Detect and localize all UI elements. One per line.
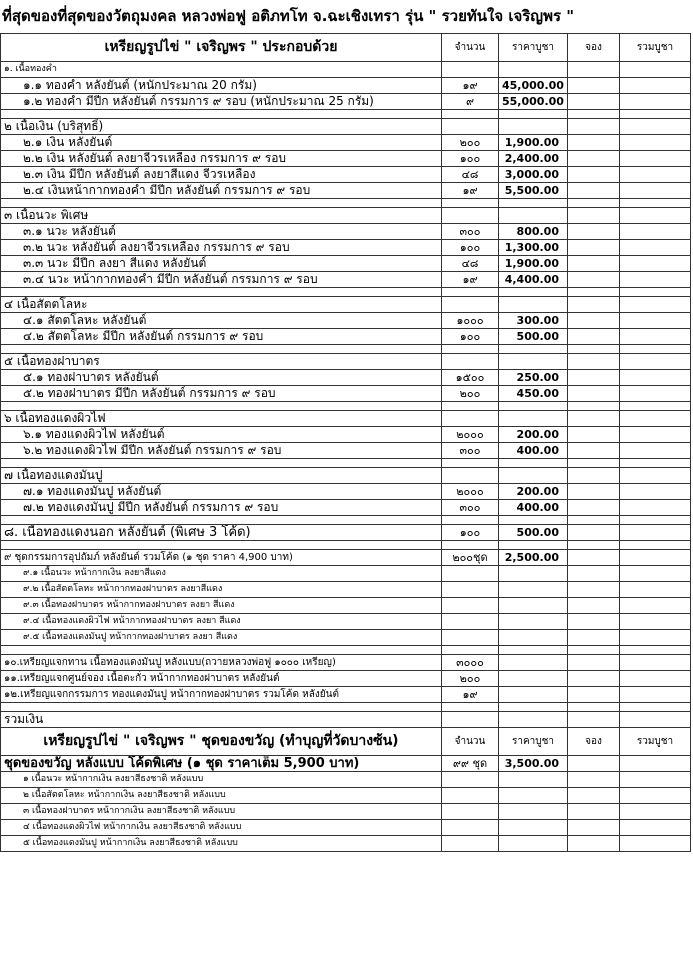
item-price: 800.00 <box>499 224 568 240</box>
item-price: 450.00 <box>499 386 568 402</box>
item-price: 1,900.00 <box>499 135 568 151</box>
item-qty: ๒๐๐๐ <box>442 427 499 443</box>
item-qty: ๙๙ ชุด <box>442 756 499 772</box>
item-price: 300.00 <box>499 313 568 329</box>
sub-item-name: ๙.๔ เนื้อทองแดงผิวไฟ หน้ากากทองฝาบาตร ลงยา สีแดง <box>1 614 442 630</box>
table-row <box>1 443 691 459</box>
item-price: 55,000.00 <box>499 94 568 110</box>
item-name: ๒.๓ เงิน มีปีก หลังยันต์ ลงยาสีแดง จีวรเหลือง <box>1 167 442 183</box>
header-price: ราคาบูชา <box>499 728 568 756</box>
item-qty: ๒๐๐ <box>442 135 499 151</box>
item-price: 200.00 <box>499 427 568 443</box>
item-name: ๑๑.เหรียญแจกศูนย์จอง เนื้อตะกั่ว หน้ากากทองฝาบาตร หลังยันต์ <box>1 671 442 687</box>
sub-item-name: ๓ เนื้อทองฝาบาตร หน้ากากเงิน ลงยาสีธงชาติ หลังแบบ <box>1 804 442 820</box>
item-name: ๗.๒ ทองแดงมันปู มีปีก หลังยันต์ กรรมการ ๙ รอบ <box>1 500 442 516</box>
item-qty: ๓๐๐ <box>442 224 499 240</box>
list-item <box>1 598 691 614</box>
section-row <box>1 62 691 78</box>
list-item <box>1 614 691 630</box>
reserve-cell[interactable] <box>568 329 620 345</box>
list-item <box>1 630 691 646</box>
item-name: ๓.๑ นวะ หลังยันต์ <box>1 224 442 240</box>
item-price: 3,500.00 <box>499 756 568 772</box>
reserve-cell[interactable] <box>568 370 620 386</box>
section-title: ๗ เนื้อทองแดงมันปู <box>1 468 442 484</box>
grand-total-cell[interactable] <box>620 712 691 728</box>
item-price: 2,400.00 <box>499 151 568 167</box>
header-reserve: จอง <box>568 728 620 756</box>
table-row <box>1 329 691 345</box>
item-qty: ๓๐๐๐ <box>442 655 499 671</box>
item-name: ชุดของขวัญ หลังแบบ โค้ดพิเศษ (๑ ชุด ราคาเต็ม 5,900 บาท) <box>1 756 442 772</box>
item-qty: ๒๐๐ชุด <box>442 550 499 566</box>
sub-item-name: ๑ เนื้อนวะ หน้ากากเงิน ลงยาสีธงชาติ หลังแบบ <box>1 772 442 788</box>
sub-item-name: ๒ เนื้อสัตตโลหะ หน้ากากเงิน ลงยาสีธงชาติ หลังแบบ <box>1 788 442 804</box>
table-row <box>1 687 691 703</box>
item-name: ๒.๒ เงิน หลังยันต์ ลงยาจีวรเหลือง กรรมการ ๙ รอบ <box>1 151 442 167</box>
sub-item-name: ๙.๑ เนื้อนวะ หน้ากากเงิน ลงยาสีแดง <box>1 566 442 582</box>
header-total: รวมบูชา <box>620 34 691 62</box>
item-qty: ๑๙ <box>442 272 499 288</box>
reserve-cell[interactable] <box>568 78 620 94</box>
header-qty: จำนวน <box>442 34 499 62</box>
item-price: 2,500.00 <box>499 550 568 566</box>
table-row <box>1 256 691 272</box>
item-name: ๓.๒ นวะ หลังยันต์ ลงยาจีวรเหลือง กรรมการ ๙ รอบ <box>1 240 442 256</box>
table-row <box>1 313 691 329</box>
table-row <box>1 272 691 288</box>
item-name: ๓.๓ นวะ มีปีก ลงยา สีแดง หลังยันต์ <box>1 256 442 272</box>
reserve-cell[interactable] <box>568 256 620 272</box>
table-header <box>1 728 691 756</box>
table-row <box>1 671 691 687</box>
item-qty: ๑๐๐ <box>442 525 499 541</box>
item-qty: ๔๘ <box>442 167 499 183</box>
table-row <box>1 94 691 110</box>
item-qty: ๒๐๐ <box>442 671 499 687</box>
section-row <box>1 119 691 135</box>
list-item <box>1 836 691 852</box>
item-price: 400.00 <box>499 500 568 516</box>
item-qty: ๙ <box>442 94 499 110</box>
item-name: ๖.๑ ทองแดงผิวไฟ หลังยันต์ <box>1 427 442 443</box>
total-row <box>1 712 691 728</box>
reserve-cell[interactable] <box>568 427 620 443</box>
section-title: ๕ เนื้อทองฝาบาตร <box>1 354 442 370</box>
item-price: 45,000.00 <box>499 78 568 94</box>
reserve-cell[interactable] <box>568 240 620 256</box>
item-price: 1,300.00 <box>499 240 568 256</box>
item-price: 1,900.00 <box>499 256 568 272</box>
item-qty: ๒๐๐ <box>442 386 499 402</box>
section-title: ๒ เนื้อเงิน (บริสุทธิ์) <box>1 119 442 135</box>
list-item <box>1 582 691 598</box>
item-qty: ๑๙ <box>442 78 499 94</box>
table-row <box>1 183 691 199</box>
reserve-cell[interactable] <box>568 386 620 402</box>
list-item <box>1 804 691 820</box>
reserve-cell[interactable] <box>568 151 620 167</box>
sub-item-name: ๙.๕ เนื้อทองแดงมันปู หน้ากากทองฝาบาตร ลงยา สีแดง <box>1 630 442 646</box>
item-qty: ๑๙ <box>442 183 499 199</box>
table-row <box>1 386 691 402</box>
table-row <box>1 224 691 240</box>
header-name: เหรียญรูปไข่ " เจริญพร " ชุดของขวัญ (ทำบุญที่วัดบางซ้น) <box>1 728 442 756</box>
reserve-cell[interactable] <box>568 94 620 110</box>
reserve-cell[interactable] <box>568 135 620 151</box>
header-name: เหรียญรูปไข่ " เจริญพร " ประกอบด้วย <box>1 34 442 62</box>
page-title: ที่สุดของที่สุดของวัตถุมงคล หลวงพ่อฟู อติภทโท จ.ฉะเชิงเทรา รุ่น " รวยทันใจ เจริญพร " <box>2 7 575 25</box>
item-price: 5,500.00 <box>499 183 568 199</box>
section-row <box>1 208 691 224</box>
item-name: ๔.๒ สัตตโลหะ มีปีก หลังยันต์ กรรมการ ๙ รอบ <box>1 329 442 345</box>
item-qty: ๓๐๐ <box>442 500 499 516</box>
reserve-cell[interactable] <box>568 183 620 199</box>
item-qty: ๑๕๐๐ <box>442 370 499 386</box>
table-row <box>1 655 691 671</box>
price-table <box>0 33 691 852</box>
item-name: ๔.๑ สัตตโลหะ หลังยันต์ <box>1 313 442 329</box>
item-qty: ๒๐๐๐ <box>442 484 499 500</box>
item-name: ๑๐.เหรียญแจกทาน เนื้อทองแดงมันปู หลังแบบ(ถวายหลวงพ่อฟู ๑๐๐๐ เหรียญ) <box>1 655 442 671</box>
item-price: 250.00 <box>499 370 568 386</box>
table-row <box>1 756 691 772</box>
sub-item-name: ๔ เนื้อทองแดงผิวไฟ หน้ากากเงิน ลงยาสีธงชาติ หลังแบบ <box>1 820 442 836</box>
table-row <box>1 525 691 541</box>
section-title: ๓ เนื้อนวะ พิเศษ <box>1 208 442 224</box>
item-price: 200.00 <box>499 484 568 500</box>
reserve-cell[interactable] <box>568 224 620 240</box>
item-qty: ๑๙ <box>442 687 499 703</box>
table-row <box>1 167 691 183</box>
list-item <box>1 772 691 788</box>
list-item <box>1 566 691 582</box>
section-row <box>1 354 691 370</box>
table-row <box>1 427 691 443</box>
item-name: ๑.๑ ทองคำ หลังยันต์ (หนักประมาณ 20 กรัม) <box>1 78 442 94</box>
header-qty: จำนวน <box>442 728 499 756</box>
item-name: ๘. เนื้อทองแดงนอก หลังยันต์ (พิเศษ 3 โค้ด) <box>1 525 442 541</box>
table-row <box>1 500 691 516</box>
reserve-cell[interactable] <box>568 500 620 516</box>
item-qty: ๑๐๐ <box>442 151 499 167</box>
reserve-cell[interactable] <box>568 484 620 500</box>
table-row <box>1 370 691 386</box>
table-row <box>1 78 691 94</box>
reserve-cell[interactable] <box>568 167 620 183</box>
item-name: ๕.๑ ทองฝาบาตร หลังยันต์ <box>1 370 442 386</box>
reserve-cell[interactable] <box>568 443 620 459</box>
item-name: ๑.๒ ทองคำ มีปีก หลังยันต์ กรรมการ ๙ รอบ (หนักประมาณ 25 กรัม) <box>1 94 442 110</box>
reserve-cell[interactable] <box>568 272 620 288</box>
table-row <box>1 240 691 256</box>
section-title: ๔ เนื้อสัตตโลหะ <box>1 297 442 313</box>
item-qty: ๑๐๐๐ <box>442 313 499 329</box>
item-price: 500.00 <box>499 525 568 541</box>
item-name: ๖.๒ ทองแดงผิวไฟ มีปีก หลังยันต์ กรรมการ ๙ รอบ <box>1 443 442 459</box>
item-name: ๑๒.เหรียญแจกกรรมการ ทองแดงมันปู หน้ากากทองฝาบาตร รวมโค้ด หลังยันต์ <box>1 687 442 703</box>
table-row <box>1 484 691 500</box>
reserve-cell[interactable] <box>568 313 620 329</box>
header-reserve: จอง <box>568 34 620 62</box>
table-row <box>1 135 691 151</box>
item-price: 500.00 <box>499 329 568 345</box>
item-qty: ๓๐๐ <box>442 443 499 459</box>
reserve-cell[interactable] <box>568 756 620 772</box>
list-item <box>1 820 691 836</box>
item-name: ๗.๑ ทองแดงมันปู หลังยันต์ <box>1 484 442 500</box>
header-price: ราคาบูชา <box>499 34 568 62</box>
item-price: 4,400.00 <box>499 272 568 288</box>
section-title: ๑. เนื้อทองคำ <box>1 62 442 78</box>
item-name: ๙ ชุดกรรมการอุปถัมภ์ หลังยันต์ รวมโค้ด (๑ ชุด ราคา 4,900 บาท) <box>1 550 442 566</box>
reserve-cell[interactable] <box>568 550 620 566</box>
header-total: รวมบูชา <box>620 728 691 756</box>
sub-item-name: ๕ เนื้อทองแดงมันปู หน้ากากเงิน ลงยาสีธงชาติ หลังแบบ <box>1 836 442 852</box>
item-name: ๕.๒ ทองฝาบาตร มีปีก หลังยันต์ กรรมการ ๙ รอบ <box>1 386 442 402</box>
item-name: ๒.๑ เงิน หลังยันต์ <box>1 135 442 151</box>
reserve-cell[interactable] <box>568 525 620 541</box>
section-title: ๖ เนื้อทองแดงผิวไฟ <box>1 411 442 427</box>
item-name: ๒.๔ เงินหน้ากากทองคำ มีปีก หลังยันต์ กรรมการ ๙ รอบ <box>1 183 442 199</box>
table-header <box>1 34 691 62</box>
item-qty: ๑๐๐ <box>442 329 499 345</box>
item-price: 400.00 <box>499 443 568 459</box>
sub-item-name: ๙.๒ เนื้อสัตตโลหะ หน้ากากทองฝาบาตร ลงยาสีแดง <box>1 582 442 598</box>
section-row <box>1 468 691 484</box>
section-row <box>1 297 691 313</box>
table-row <box>1 550 691 566</box>
item-qty: ๔๘ <box>442 256 499 272</box>
table-row <box>1 151 691 167</box>
item-name: ๓.๔ นวะ หน้ากากทองคำ มีปีก หลังยันต์ กรรมการ ๙ รอบ <box>1 272 442 288</box>
total-label: รวมเงิน <box>1 712 442 728</box>
item-qty: ๑๐๐ <box>442 240 499 256</box>
sub-item-name: ๙.๓ เนื้อทองฝาบาตร หน้ากากทองฝาบาตร ลงยา สีแดง <box>1 598 442 614</box>
list-item <box>1 788 691 804</box>
item-price: 3,000.00 <box>499 167 568 183</box>
section-row <box>1 411 691 427</box>
